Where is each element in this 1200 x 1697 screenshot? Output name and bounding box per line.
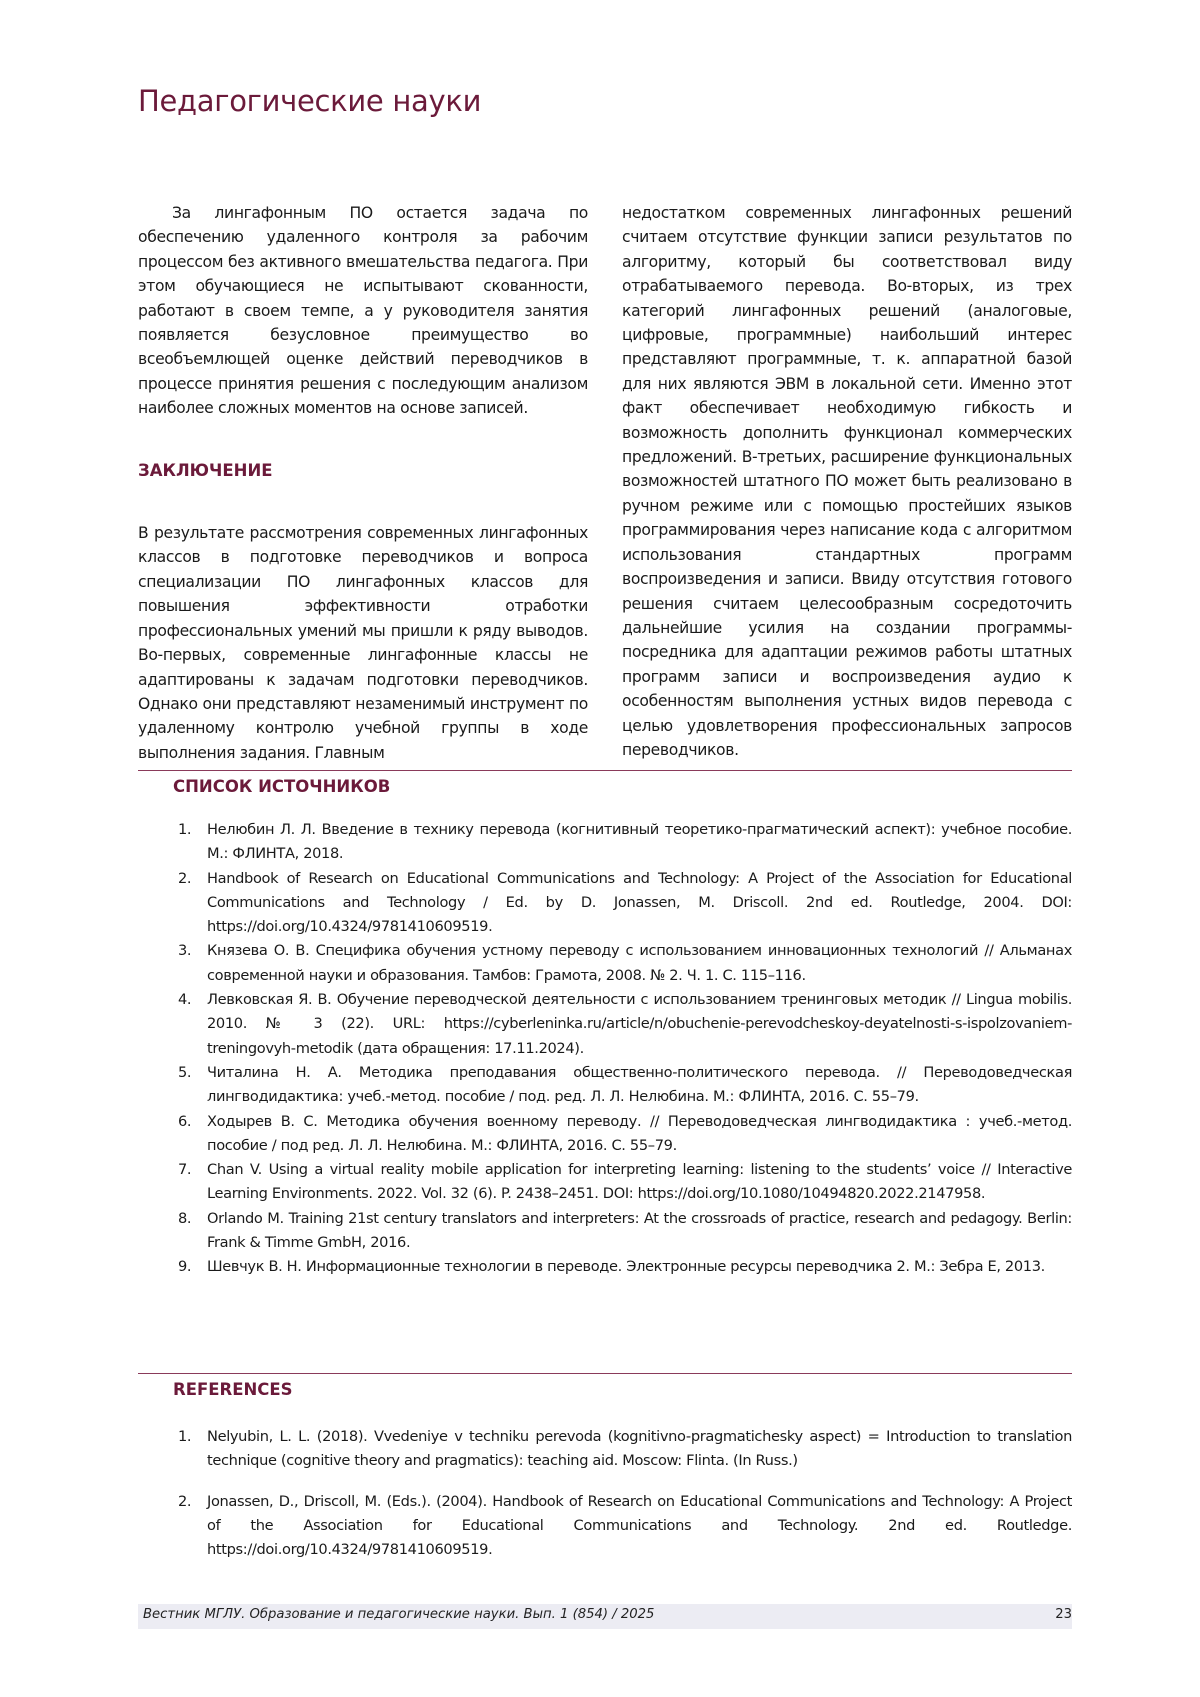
source-text: Читалина Н. А. Методика преподавания общественно-политического перевода. // Переводоведческая лингводидактика: учеб.-метод. пособие / под. ред. Л. Л. Нелюбина. М.: ФЛИНТА, 2016. С. 55–79. xyxy=(207,1064,1072,1105)
sources-divider xyxy=(138,770,1072,771)
source-number: 5. xyxy=(178,1061,191,1085)
source-number: 1. xyxy=(178,818,191,842)
source-text: Князева О. В. Специфика обучения устному переводу с использованием инновационных технологий // Альманах современной науки и образования. Тамбов: Грамота, 2008. № 2. Ч. 1. С. 115–116. xyxy=(207,942,1072,983)
references-heading: REFERENCES xyxy=(173,1380,293,1399)
source-item xyxy=(173,988,1072,1061)
source-number: 2. xyxy=(178,867,191,891)
reference-item xyxy=(173,1490,1072,1563)
conclusion-paragraph: В результате рассмотрения современных лингафонных классов в подготовке переводчиков и вопроса специализации ПО лингафонных классов для повышения эффективности отработки профессиональных умений мы пришли к ряду выводов. Во-первых, современные лингафонные классы не адаптированы к задачам подготовки переводчиков. Однако они представляют незаменимый инструмент по удаленному контролю учебной группы в ходе выполнения задания. Главным xyxy=(138,521,588,765)
reference-number: 1. xyxy=(178,1425,191,1449)
source-item xyxy=(173,818,1072,867)
source-number: 9. xyxy=(178,1255,191,1279)
source-item xyxy=(173,1255,1072,1279)
intro-paragraph: За лингафонным ПО остается задача по обеспечению удаленного контроля за рабочим процессом без активного вмешательства педагога. При этом обучающиеся не испытывают скованности, работают в своем темпе, а у руководителя занятия появляется безусловное преимущество во всеобъемлющей оценке действий переводчиков в процессе принятия решения с последующим анализом наиболее сложных моментов на основе записей. xyxy=(138,201,588,421)
references-list xyxy=(173,1425,1072,1578)
page-number: 23 xyxy=(1055,1607,1072,1622)
source-text: Ходырев В. С. Методика обучения военному переводу. // Переводоведческая лингводидактика : учеб.-метод. пособие / под ред. Л. Л. Нелюбина. М.: ФЛИНТА, 2016. С. 55–79. xyxy=(207,1113,1072,1154)
reference-number: 2. xyxy=(178,1490,191,1514)
sources-list xyxy=(173,818,1072,1280)
page-section-title: Педагогические науки xyxy=(138,84,481,118)
right-column xyxy=(622,201,1072,762)
source-item xyxy=(173,1061,1072,1110)
sources-heading: СПИСОК ИСТОЧНИКОВ xyxy=(173,777,390,796)
source-number: 8. xyxy=(178,1207,191,1231)
reference-text: Nelyubin, L. L. (2018). Vvedeniye v techniku perevoda (kognitivno-pragmatichesky aspect) = Introduction to translation technique (cognitive theory and pragmatics): teaching aid. Moscow: Flinta. (In Russ.) xyxy=(207,1428,1072,1469)
reference-item xyxy=(173,1425,1072,1474)
source-number: 3. xyxy=(178,939,191,963)
source-item xyxy=(173,939,1072,988)
source-item xyxy=(173,1207,1072,1256)
source-number: 4. xyxy=(178,988,191,1012)
source-item xyxy=(173,1110,1072,1159)
source-text: Нелюбин Л. Л. Введение в технику перевода (когнитивный теоретико-прагматический аспект): учебное пособие. М.: ФЛИНТА, 2018. xyxy=(207,821,1072,862)
source-item xyxy=(173,867,1072,940)
source-number: 6. xyxy=(178,1110,191,1134)
journal-footer: Вестник МГЛУ. Образование и педагогические науки. Вып. 1 (854) / 2025 xyxy=(143,1607,654,1622)
source-text: Handbook of Research on Educational Communications and Technology: A Project of the Association for Educational Communications and Technology / Ed. by D. Jonassen, M. Driscoll. 2nd ed. Routledge, 2004. DOI: https://doi.org/10.4324/9781410609519. xyxy=(207,870,1072,936)
source-text: Orlando M. Training 21st century translators and interpreters: At the crossroads of practice, research and pedagogy. Berlin: Frank & Timme GmbH, 2016. xyxy=(207,1210,1072,1251)
source-text: Левковская Я. В. Обучение переводческой деятельности с использованием тренинговых методик // Lingua mobilis. 2010. № 3 (22). URL: https://cyberleninka.ru/article/n/obuchenie-perevodcheskoy-deyatelnosti-s-ispolzovaniem-treningovyh-metodik (дата обращения: 17.11.2024). xyxy=(207,991,1072,1057)
source-text: Chan V. Using a virtual reality mobile application for interpreting learning: listening to the students’ voice // Interactive Learning Environments. 2022. Vol. 32 (6). P. 2438–2451. DOI: https://doi.org/10.1080/10494820.2022.2147958. xyxy=(207,1161,1072,1202)
conclusion-heading: ЗАКЛЮЧЕНИЕ xyxy=(138,459,588,483)
references-divider xyxy=(138,1373,1072,1374)
conclusion-continuation-paragraph: недостатком современных лингафонных решений считаем отсутствие функции записи результатов по алгоритму, который бы соответствовал виду отрабатываемого перевода. Во-вторых, из трех категорий лингафонных решений (аналоговые, цифровые, программные) наибольший интерес представляют программные, т. к. аппаратной базой для них являются ЭВМ в локальной сети. Именно этот факт обеспечивает необходимую гибкость и возможность дополнить функционал коммерческих предложений. В-третьих, расширение функциональных возможностей штатного ПО может быть реализовано в ручном режиме или с помощью простейших языков программирования через написание кода с алгоритмом использования стандартных программ воспроизведения и записи. Ввиду отсутствия готового решения считаем целесообразным сосредоточить дальнейшие усилия на создании программы-посредника для адаптации режимов работы штатных программ записи и воспроизведения аудио к особенностям выполнения устных видов перевода с целью удовлетворения профессиональных запросов переводчиков. xyxy=(622,201,1072,762)
source-number: 7. xyxy=(178,1158,191,1182)
source-text: Шевчук В. Н. Информационные технологии в переводе. Электронные ресурсы переводчика 2. М.: Зебра Е, 2013. xyxy=(207,1258,1045,1275)
reference-text: Jonassen, D., Driscoll, M. (Eds.). (2004). Handbook of Research on Educational Communications and Technology: A Project of the Association for Educational Communications and Technology. 2nd ed. Routledge. https://doi.org/10.4324/9781410609519. xyxy=(207,1493,1072,1559)
source-item xyxy=(173,1158,1072,1207)
left-column xyxy=(138,201,588,765)
